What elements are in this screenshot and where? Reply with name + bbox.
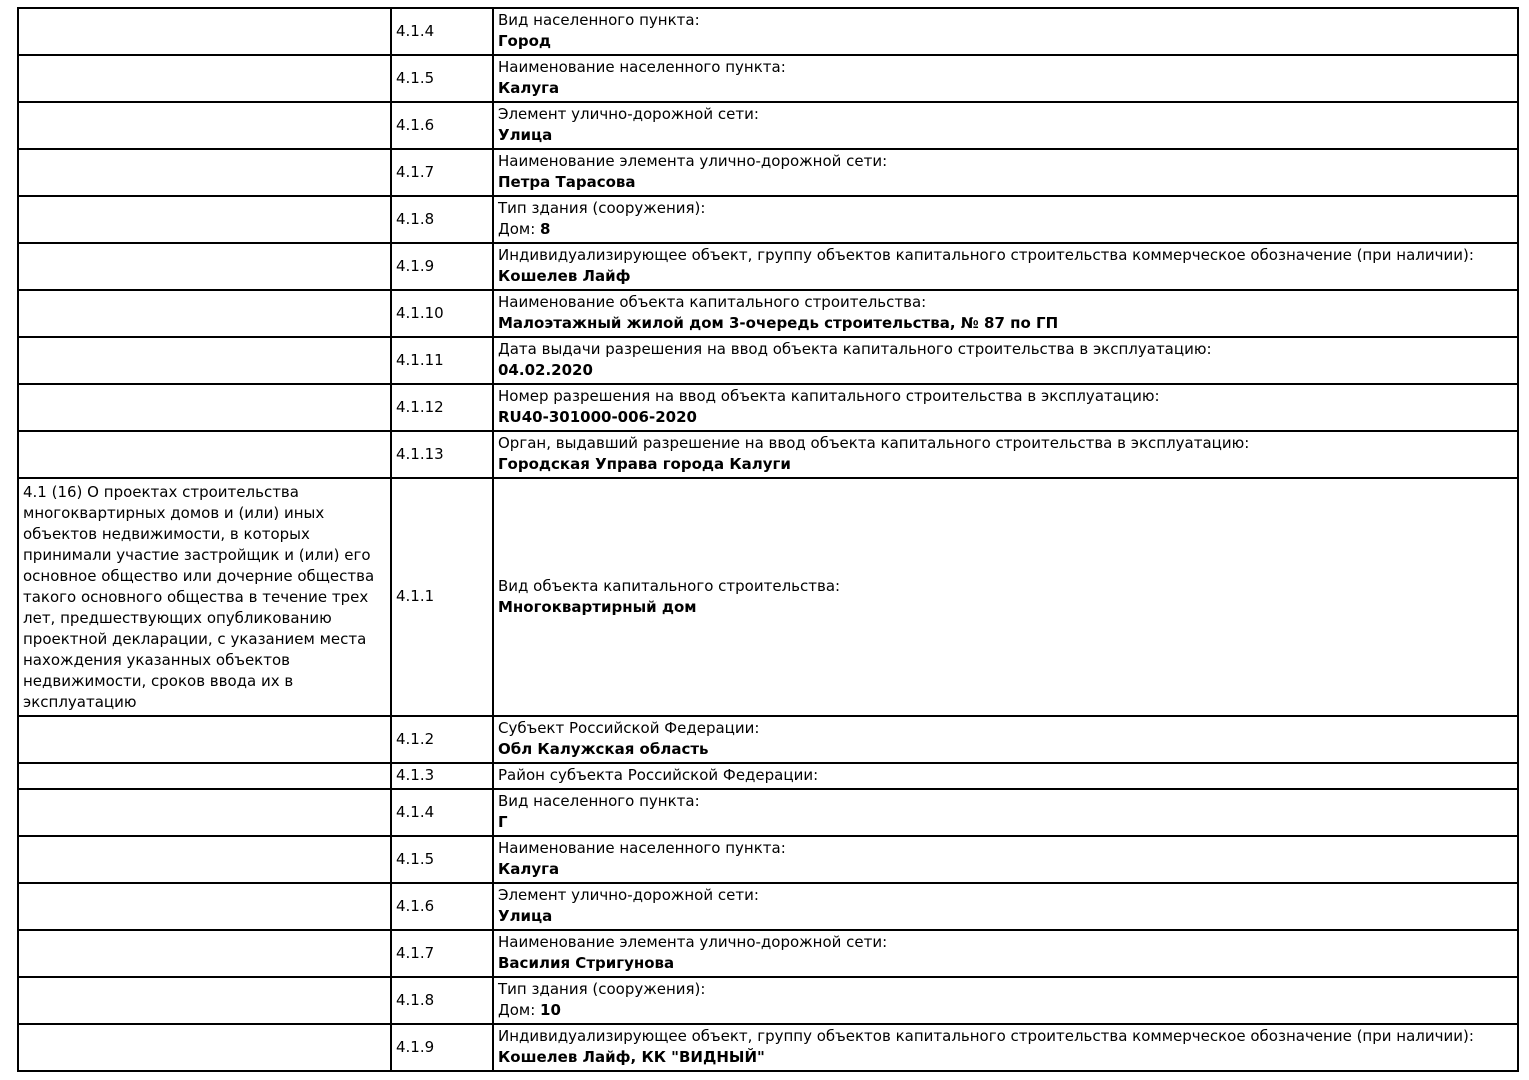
item-content-cell xyxy=(493,478,1518,716)
table-row xyxy=(18,102,1518,149)
item-content-cell xyxy=(493,716,1518,763)
item-value-line xyxy=(498,1000,1513,1021)
item-content-cell xyxy=(493,196,1518,243)
item-value-line xyxy=(498,360,1513,381)
table-row xyxy=(18,290,1518,337)
item-code: 4.1.9 xyxy=(391,243,493,290)
table-row xyxy=(18,789,1518,836)
item-value: Обл Калужская область xyxy=(498,740,709,758)
item-code: 4.1.6 xyxy=(391,102,493,149)
item-label: Элемент улично-дорожной сети: xyxy=(498,886,759,904)
section-description-cell xyxy=(18,196,391,243)
table-row xyxy=(18,716,1518,763)
item-content-cell xyxy=(493,763,1518,789)
item-value-line xyxy=(498,1047,1513,1068)
item-value: RU40-301000-006-2020 xyxy=(498,408,697,426)
table-row xyxy=(18,930,1518,977)
item-label: Наименование элемента улично-дорожной сети: xyxy=(498,933,888,951)
item-value-line xyxy=(498,906,1513,927)
section-description-cell xyxy=(18,478,391,716)
item-value-prefix: Дом: xyxy=(498,1001,541,1019)
item-value: Петра Тарасова xyxy=(498,173,636,191)
item-code: 4.1.2 xyxy=(391,716,493,763)
item-label: Тип здания (сооружения): xyxy=(498,980,706,998)
item-code: 4.1.1 xyxy=(391,478,493,716)
item-content-cell xyxy=(493,930,1518,977)
item-code: 4.1.4 xyxy=(391,8,493,55)
table-row xyxy=(18,1024,1518,1071)
section-description-cell xyxy=(18,763,391,789)
item-label: Индивидуализирующее объект, группу объектов капитального строительства коммерческое обозначение (при наличии): xyxy=(498,246,1474,264)
item-value: Калуга xyxy=(498,79,560,97)
item-code: 4.1.4 xyxy=(391,789,493,836)
item-value: Василия Стригунова xyxy=(498,954,675,972)
item-value: Кошелев Лайф xyxy=(498,267,631,285)
item-value-line xyxy=(498,454,1513,475)
table-row xyxy=(18,977,1518,1024)
table-row xyxy=(18,243,1518,290)
item-label: Район субъекта Российской Федерации: xyxy=(498,766,819,784)
section-description-cell xyxy=(18,977,391,1024)
item-content-cell xyxy=(493,337,1518,384)
declaration-table xyxy=(17,7,1519,1072)
item-value: 8 xyxy=(540,220,551,238)
item-value: Городская Управа города Калуги xyxy=(498,455,791,473)
item-label: Наименование населенного пункта: xyxy=(498,58,786,76)
table-row xyxy=(18,883,1518,930)
section-description-cell xyxy=(18,789,391,836)
section-description-cell xyxy=(18,716,391,763)
item-content-cell xyxy=(493,290,1518,337)
item-label: Вид населенного пункта: xyxy=(498,792,700,810)
item-value-line xyxy=(498,78,1513,99)
section-description-cell xyxy=(18,384,391,431)
section-description-cell xyxy=(18,930,391,977)
item-value: Малоэтажный жилой дом 3-очередь строительства, № 87 по ГП xyxy=(498,314,1059,332)
item-code: 4.1.5 xyxy=(391,836,493,883)
item-content-cell xyxy=(493,243,1518,290)
item-content-cell xyxy=(493,102,1518,149)
section-description-cell xyxy=(18,836,391,883)
item-value: Город xyxy=(498,32,552,50)
section-description: 4.1 (16) О проектах строительства многоквартирных домов и (или) иных объектов недвижимости, в которых принимали участие застройщик и (или) его основное общество или дочерние общества такого основного общества в течение трех лет, предшествующих опубликованию проектной декларации, с указанием места нахождения указанных объектов недвижимости, сроков ввода их в эксплуатацию xyxy=(23,483,375,711)
table-row xyxy=(18,478,1518,716)
section-description-cell xyxy=(18,149,391,196)
table-body xyxy=(18,8,1518,1071)
item-code: 4.1.8 xyxy=(391,196,493,243)
item-value-line xyxy=(498,219,1513,240)
table-row xyxy=(18,55,1518,102)
table-row xyxy=(18,8,1518,55)
item-value-line xyxy=(498,313,1513,334)
item-value-line xyxy=(498,407,1513,428)
item-label: Орган, выдавший разрешение на ввод объекта капитального строительства в эксплуатацию: xyxy=(498,434,1250,452)
item-value-line xyxy=(498,125,1513,146)
item-code: 4.1.8 xyxy=(391,977,493,1024)
item-label: Вид населенного пункта: xyxy=(498,11,700,29)
table-row xyxy=(18,384,1518,431)
section-description-cell xyxy=(18,55,391,102)
item-value: Многоквартирный дом xyxy=(498,597,697,616)
item-value-line xyxy=(498,597,1513,618)
item-label: Номер разрешения на ввод объекта капитального строительства в эксплуатацию: xyxy=(498,387,1160,405)
item-label: Элемент улично-дорожной сети: xyxy=(498,105,759,123)
item-value: Улица xyxy=(498,126,553,144)
item-label: Наименование населенного пункта: xyxy=(498,839,786,857)
section-description-cell xyxy=(18,290,391,337)
item-label: Вид объекта капитального строительства: xyxy=(498,576,841,595)
item-value: Улица xyxy=(498,907,553,925)
item-value: 10 xyxy=(540,1001,561,1019)
item-label: Субъект Российской Федерации: xyxy=(498,719,760,737)
item-code: 4.1.3 xyxy=(391,763,493,789)
item-content-cell xyxy=(493,883,1518,930)
item-label: Тип здания (сооружения): xyxy=(498,199,706,217)
item-content-cell xyxy=(493,384,1518,431)
item-value: 04.02.2020 xyxy=(498,361,593,379)
item-value: Калуга xyxy=(498,860,560,878)
section-description-cell xyxy=(18,1024,391,1071)
item-value-prefix: Дом: xyxy=(498,220,541,238)
item-code: 4.1.7 xyxy=(391,149,493,196)
section-description-cell xyxy=(18,337,391,384)
item-label: Индивидуализирующее объект, группу объектов капитального строительства коммерческое обозначение (при наличии): xyxy=(498,1027,1474,1045)
item-content-cell xyxy=(493,55,1518,102)
table-row xyxy=(18,149,1518,196)
item-content-cell xyxy=(493,977,1518,1024)
item-content-cell xyxy=(493,789,1518,836)
item-value: Г xyxy=(498,813,508,831)
item-code: 4.1.9 xyxy=(391,1024,493,1071)
item-code: 4.1.5 xyxy=(391,55,493,102)
item-value: Кошелев Лайф, КК "ВИДНЫЙ" xyxy=(498,1048,765,1066)
item-code: 4.1.7 xyxy=(391,930,493,977)
item-label: Наименование элемента улично-дорожной сети: xyxy=(498,152,888,170)
item-label: Наименование объекта капитального строительства: xyxy=(498,293,927,311)
item-content-cell xyxy=(493,836,1518,883)
section-description-cell xyxy=(18,431,391,478)
item-content-cell xyxy=(493,431,1518,478)
item-code: 4.1.13 xyxy=(391,431,493,478)
item-code: 4.1.6 xyxy=(391,883,493,930)
table-row xyxy=(18,763,1518,789)
table-row xyxy=(18,836,1518,883)
item-value-line xyxy=(498,266,1513,287)
item-code: 4.1.12 xyxy=(391,384,493,431)
table-row xyxy=(18,196,1518,243)
section-description-cell xyxy=(18,102,391,149)
table-row xyxy=(18,337,1518,384)
item-content-cell xyxy=(493,1024,1518,1071)
item-content-cell xyxy=(493,149,1518,196)
item-label: Дата выдачи разрешения на ввод объекта капитального строительства в эксплуатацию: xyxy=(498,340,1212,358)
item-value-line xyxy=(498,739,1513,760)
item-value-line xyxy=(498,31,1513,52)
section-description-cell xyxy=(18,243,391,290)
item-content-cell xyxy=(493,8,1518,55)
table-row xyxy=(18,431,1518,478)
item-code: 4.1.10 xyxy=(391,290,493,337)
item-value-line xyxy=(498,812,1513,833)
item-code: 4.1.11 xyxy=(391,337,493,384)
item-value-line xyxy=(498,859,1513,880)
item-value-line xyxy=(498,953,1513,974)
item-value-line xyxy=(498,172,1513,193)
section-description-cell xyxy=(18,8,391,55)
section-description-cell xyxy=(18,883,391,930)
